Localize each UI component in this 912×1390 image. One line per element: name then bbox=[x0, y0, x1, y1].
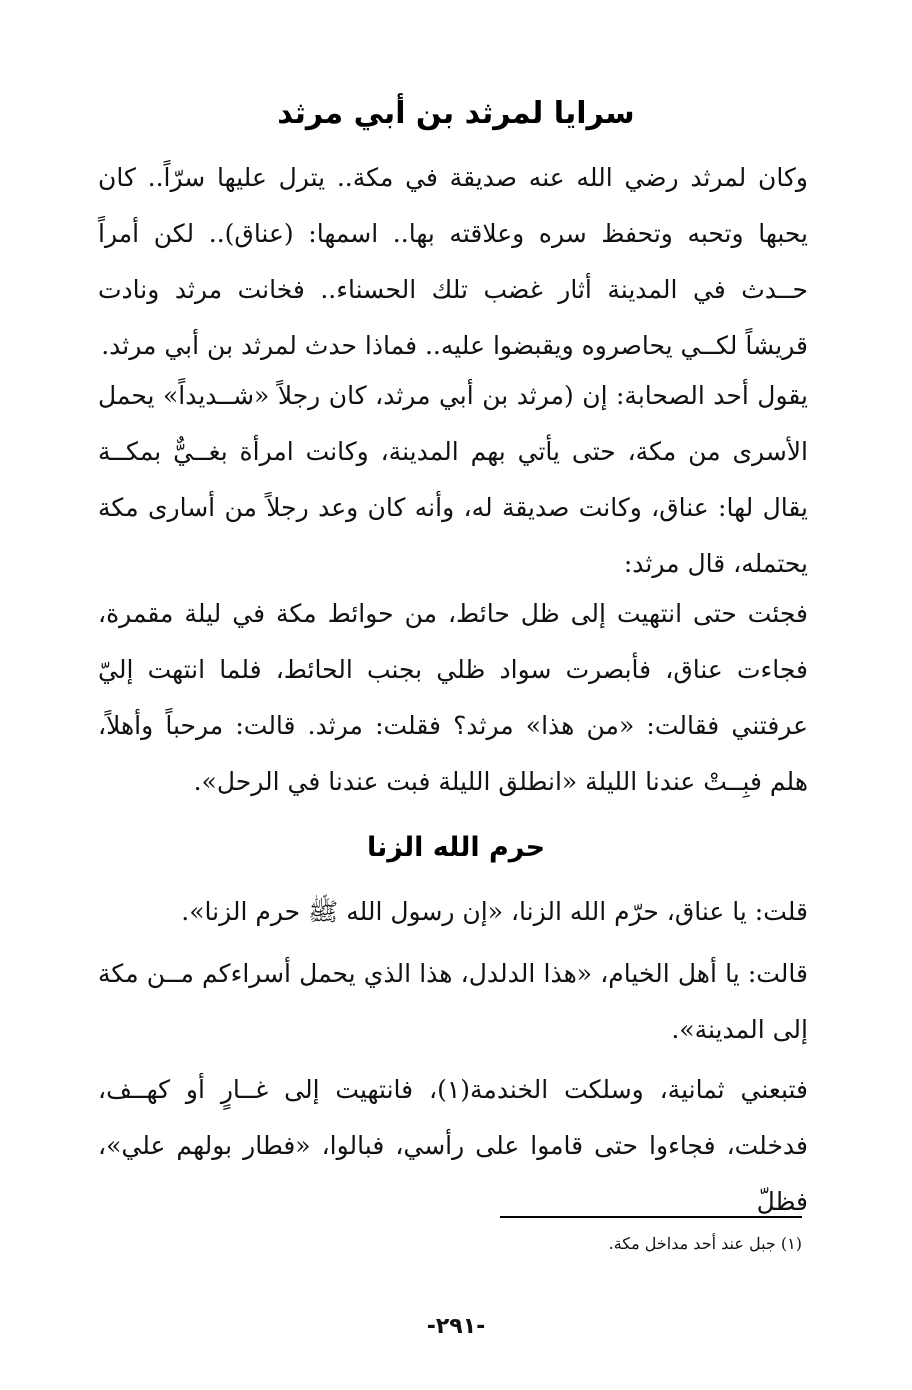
footnote-divider bbox=[500, 1216, 802, 1218]
chapter-title: سرايا لمرثد بن أبي مرثد bbox=[277, 96, 635, 131]
footnote: (١) جبل عند أحد مداخل مكة. bbox=[608, 1234, 802, 1253]
page-number: -٢٩١- bbox=[426, 1314, 486, 1339]
paragraph-intro: وكان لمرثد رضي الله عنه صديقة في مكة.. يترل عليها سرّاً.. كان يحبها وتحبه وتحفظ سره وعلاقته بها.. اسمها: (عناق).. لكن أمراً حــدث في المدينة أثار غضب تلك الحسناء.. فخانت مرثد ونادت قريشاً لكــي يحاصروه ويقبضوا عليه.. فماذا حدث لمرثد بن أبي مرثد. bbox=[98, 163, 808, 360]
paragraph-reply: قلت: يا عناق، حرّم الله الزنا، «إن رسول الله ﷺ حرم الزنا». bbox=[181, 897, 808, 926]
paragraph-call-out: قالت: يا أهل الخيام، «هذا الدلدل، هذا الذي يحمل أسراءكم مــن مكة إلى المدينة». bbox=[98, 959, 808, 1044]
paragraph-marthad-account: فجئت حتى انتهيت إلى ظل حائط، من حوائط مكة في ليلة مقمرة، فجاءت عناق، فأبصرت سواد ظلي بجنب الحائط، فلما انتهت إليّ عرفتني فقالت: «من هذا» مرثد؟ فقلت: مرثد. قالت: مرحباً وأهلاً، هلم فبِــتْ عندنا الليلة «انطلق الليلة فبت عندنا في الرحل». bbox=[98, 599, 808, 796]
section-heading: حرم الله الزنا bbox=[366, 832, 546, 863]
paragraph-pursuit: فتبعني ثمانية، وسلكت الخندمة(١)، فانتهيت إلى غــارٍ أو كهــف، فدخلت، فجاءوا حتى قاموا على رأسي، فبالوا، «فطار بولهم علي»، فظلّ bbox=[98, 1075, 808, 1216]
paragraph-companion-narration: يقول أحد الصحابة: إن (مرثد بن أبي مرثد، كان رجلاً «شــديداً» يحمل الأسرى من مكة، حتى يأتي بهم المدينة، وكانت امرأة بغــيٌّ بمكــة يقال لها: عناق، وكانت صديقة له، وأنه كان وعد رجلاً من أسارى مكة يحتمله، قال مرثد: bbox=[98, 381, 808, 578]
